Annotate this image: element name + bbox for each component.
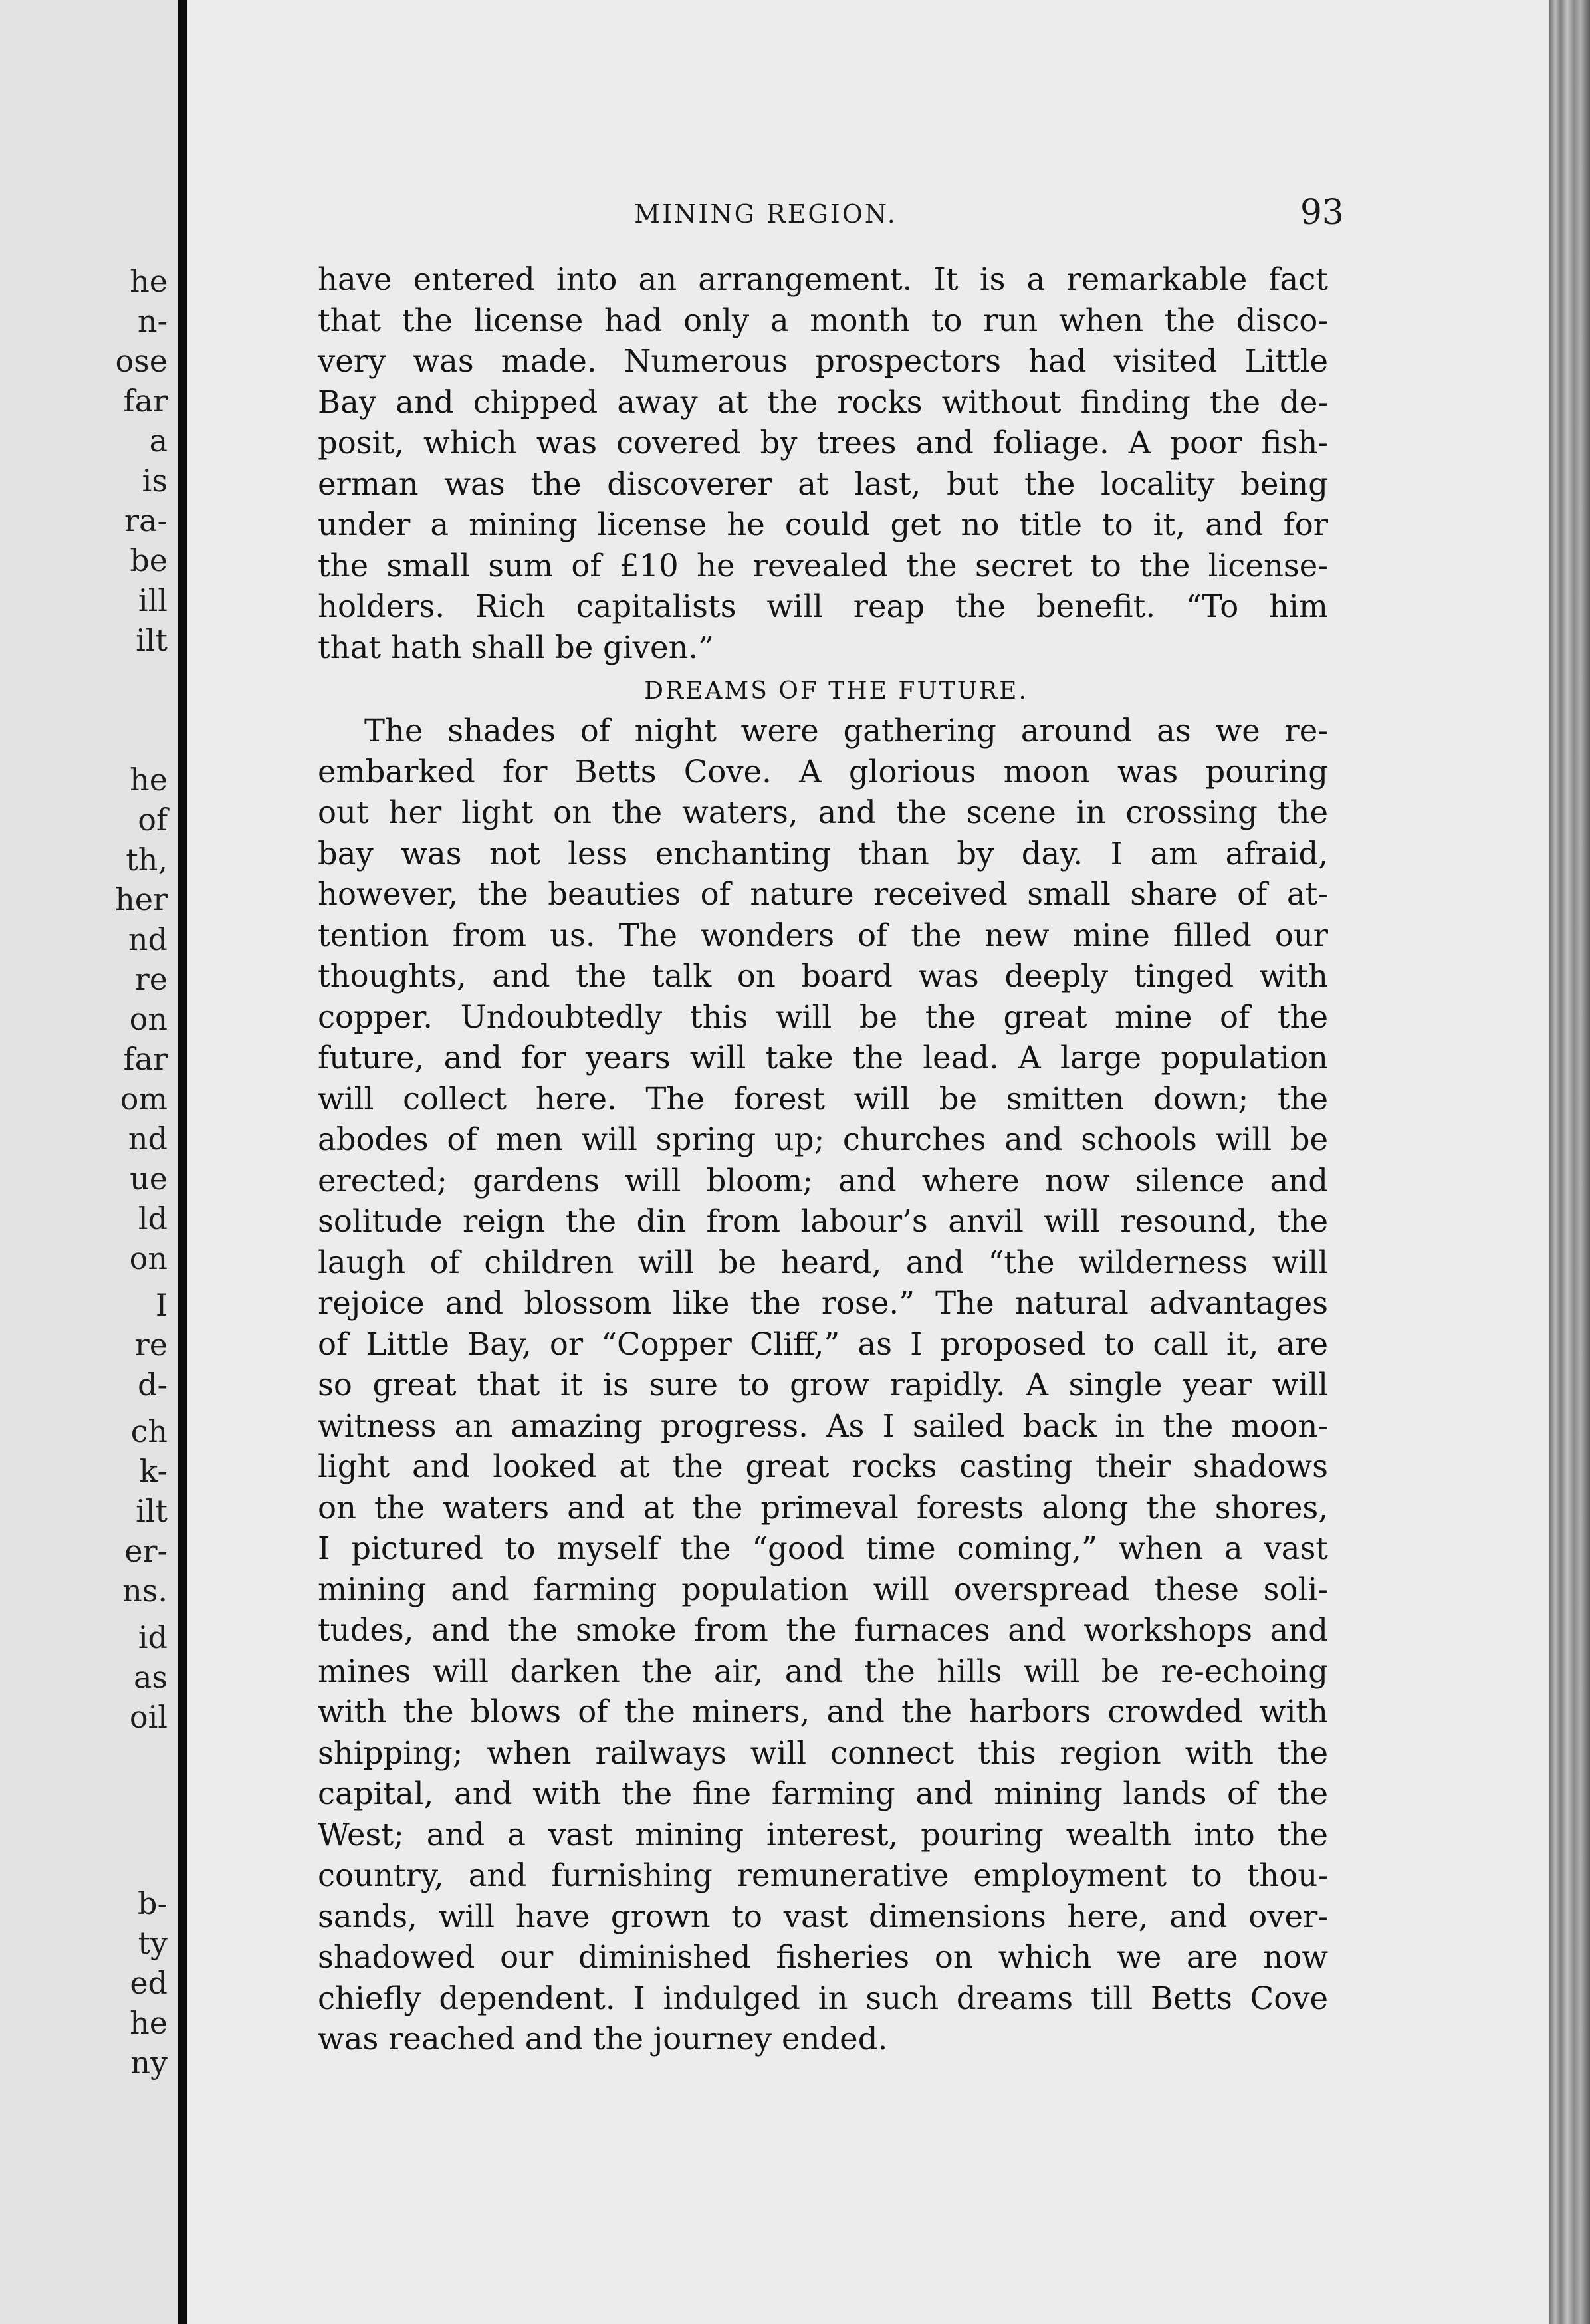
left-page-fragment: far	[123, 1041, 168, 1077]
left-page-fragment: nd	[128, 921, 168, 957]
left-page-fragment: th,	[126, 842, 168, 877]
text-line: solitude reign the din from labour’s anvil will resound, the	[318, 1203, 1328, 1239]
page-number: 93	[1300, 193, 1344, 233]
text-line: I pictured to myself the “good time coming,” when a vast	[318, 1530, 1328, 1566]
left-page-fragment: far	[123, 383, 168, 419]
text-line: rejoice and blossom like the rose.” The natural advantages	[318, 1285, 1328, 1321]
text-line: of Little Bay, or “Copper Cliff,” as I proposed to call it, are	[318, 1326, 1328, 1362]
book-gutter	[178, 0, 187, 2324]
left-page-fragment: ld	[138, 1201, 168, 1236]
left-page-fragment: ue	[130, 1161, 168, 1197]
text-line: laugh of children will be heard, and “the wilderness will	[318, 1244, 1328, 1280]
left-page-fragment: k-	[139, 1453, 168, 1489]
text-line: was reached and the journey ended.	[318, 2021, 888, 2057]
left-page-fragment: nd	[128, 1121, 168, 1157]
left-page-fragment: is	[142, 463, 168, 499]
text-line: the small sum of £10 he revealed the secret to the license-	[318, 547, 1328, 584]
left-page-fragment: n-	[137, 303, 168, 339]
text-line: however, the beauties of nature received small share of at-	[318, 876, 1328, 912]
text-line: will collect here. The forest will be smitten down; the	[318, 1080, 1328, 1117]
left-page-fragment: of	[138, 802, 168, 838]
text-line: future, and for years will take the lead. A large population	[318, 1040, 1328, 1076]
text-line: copper. Undoubtedly this will be the great mine of the	[318, 998, 1328, 1035]
paragraph-1	[318, 259, 1328, 668]
text-line: holders. Rich capitalists will reap the benefit. “To him	[318, 588, 1328, 624]
left-page-fragment: ed	[130, 1965, 168, 2001]
left-page-fragment: ill	[138, 582, 168, 618]
left-page-fragment: ns.	[122, 1573, 168, 1609]
text-line: chiefly dependent. I indulged in such dreams till Betts Cove	[318, 1980, 1328, 2016]
left-page-fragment: be	[130, 542, 168, 578]
running-head	[187, 193, 1344, 239]
text-line: country, and furnishing remunerative employment to thou-	[318, 1857, 1328, 1893]
text-line: that the license had only a month to run when the disco-	[318, 302, 1328, 338]
page-edge-stack	[1549, 0, 1590, 2324]
left-page-fragment: er-	[124, 1533, 168, 1569]
text-line: abodes of men will spring up; churches and schools will be	[318, 1121, 1328, 1157]
left-page-fragment: ilt	[136, 622, 168, 658]
text-line: have entered into an arrangement. It is a remarkable fact	[318, 261, 1328, 297]
text-line: erman was the discoverer at last, but the locality being	[318, 465, 1328, 502]
page-body-text	[318, 259, 1328, 2060]
paragraph-2	[318, 711, 1328, 2060]
text-line: shipping; when railways will connect this region with the	[318, 1734, 1328, 1771]
text-line: on the waters and at the primeval forests along the shores,	[318, 1489, 1328, 1526]
running-head-title: MINING REGION.	[634, 199, 897, 229]
left-page-fragment: ch	[130, 1413, 168, 1449]
text-line: tudes, and the smoke from the furnaces and workshops and	[318, 1612, 1328, 1648]
section-heading: DREAMS OF THE FUTURE.	[644, 677, 1028, 705]
left-page-fragment: ra-	[124, 503, 168, 538]
text-line: mines will darken the air, and the hills will be re-echoing	[318, 1653, 1328, 1689]
left-page-fragment: b-	[138, 1885, 168, 1921]
left-page-fragment: he	[130, 2005, 168, 2041]
text-line: very was made. Numerous prospectors had visited Little	[318, 343, 1328, 379]
left-page-fragment: ose	[115, 343, 168, 379]
left-page-fragment: d-	[138, 1367, 168, 1403]
left-page-fragment: I	[155, 1287, 168, 1323]
text-line: erected; gardens will bloom; and where now silence and	[318, 1162, 1328, 1199]
left-page-fragment: ilt	[136, 1493, 168, 1529]
text-line: with the blows of the miners, and the harbors crowded with	[318, 1694, 1328, 1730]
text-line: witness an amazing progress. As I sailed back in the moon-	[318, 1407, 1328, 1444]
text-line: Bay and chipped away at the rocks without finding the de-	[318, 384, 1328, 420]
left-page-fragment: as	[133, 1659, 168, 1695]
left-page-fragment: on	[129, 1240, 168, 1276]
text-line: bay was not less enchanting than by day. I am afraid,	[318, 835, 1328, 872]
text-line: mining and farming population will overspread these soli-	[318, 1571, 1328, 1607]
text-line: West; and a vast mining interest, pouring wealth into the	[318, 1816, 1328, 1853]
left-page-fragment: on	[129, 1001, 168, 1037]
text-line: under a mining license he could get no title to it, and for	[318, 507, 1328, 542]
text-line: out her light on the waters, and the scene in crossing the	[318, 794, 1328, 830]
left-page-fragment: om	[120, 1081, 168, 1117]
left-page-fragment: id	[138, 1619, 168, 1655]
text-line: The shades of night were gathering around as we re-	[364, 713, 1328, 749]
left-page-fragment: re	[134, 1327, 168, 1363]
left-page-fragment: her	[115, 881, 168, 917]
left-page-fragment: a	[149, 423, 168, 459]
text-line: light and looked at the great rocks casting their shadows	[318, 1449, 1328, 1484]
left-page-fragment: re	[134, 961, 168, 997]
left-page-fragment: ny	[130, 2045, 168, 2081]
text-line: tention from us. The wonders of the new mine filled our	[318, 917, 1328, 953]
left-page-fragment: he	[130, 762, 168, 798]
text-line: sands, will have grown to vast dimensions here, and over-	[318, 1898, 1328, 1934]
text-line: capital, and with the fine farming and mining lands of the	[318, 1776, 1328, 1811]
text-line: thoughts, and the talk on board was deeply tinged with	[318, 958, 1328, 994]
text-line: that hath shall be given.”	[318, 629, 714, 665]
left-page-text-fragments	[0, 0, 178, 2324]
text-line: so great that it is sure to grow rapidly. A single year will	[318, 1367, 1328, 1403]
left-page-fragment: oil	[129, 1699, 168, 1735]
text-line: shadowed our diminished fisheries on which we are now	[318, 1939, 1328, 1975]
text-line: posit, which was covered by trees and foliage. A poor fish-	[318, 425, 1328, 461]
left-page-fragment: ty	[138, 1925, 168, 1961]
text-line: embarked for Betts Cove. A glorious moon was pouring	[318, 753, 1328, 790]
left-page-fragment: he	[130, 263, 168, 299]
